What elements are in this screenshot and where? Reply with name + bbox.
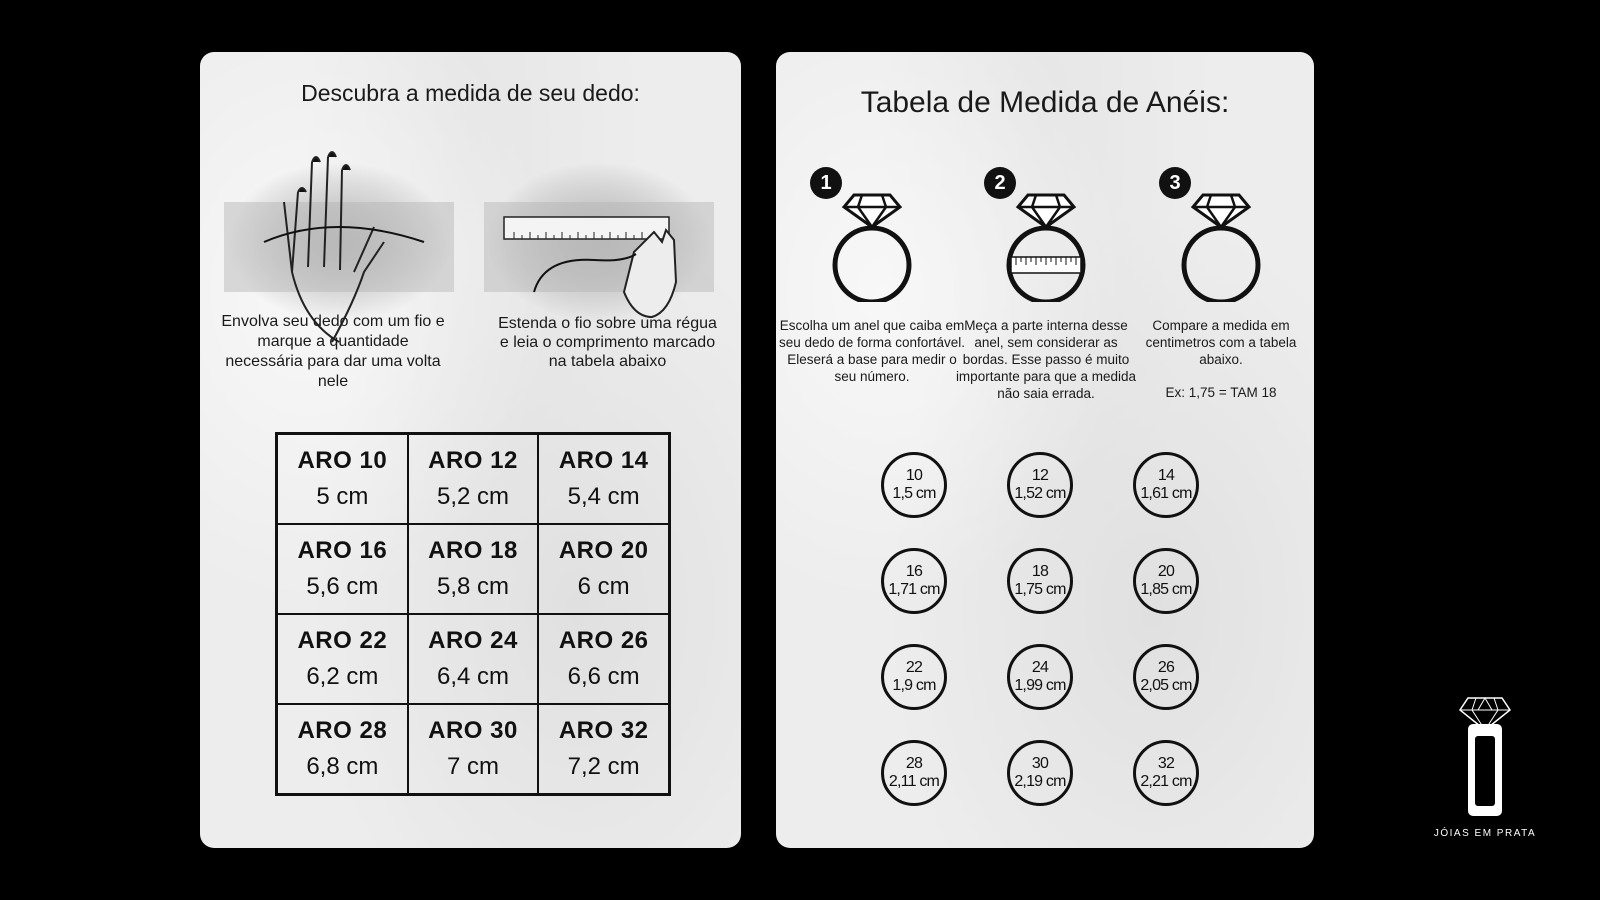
aro-label: ARO 26 xyxy=(558,627,649,654)
aro-value: 7 cm xyxy=(446,753,499,780)
size-diameter: 1,9 cm xyxy=(892,677,936,694)
size-number: 20 xyxy=(1157,563,1175,580)
aro-cell xyxy=(538,434,669,524)
aro-label: ARO 28 xyxy=(297,717,388,744)
step-text: Meça a parte interna desse anel, sem considerar as bordas. Esse passo é muito importante para que a medida não saia errada. xyxy=(955,318,1137,401)
aro-cell xyxy=(277,524,408,614)
aro-label: ARO 24 xyxy=(428,627,518,654)
aro-label: ARO 22 xyxy=(297,627,388,654)
size-number: 22 xyxy=(905,659,923,676)
size-diameter: 1,99 cm xyxy=(1014,677,1066,694)
ring-size-table-card xyxy=(776,52,1314,848)
size-circle xyxy=(1007,740,1073,806)
size-number: 30 xyxy=(1031,755,1049,772)
size-circle xyxy=(1007,548,1073,614)
aro-cell xyxy=(408,704,539,794)
step-number-badge: 2 xyxy=(984,167,1016,199)
aro-value: 6,6 cm xyxy=(567,663,640,690)
size-diameter: 1,85 cm xyxy=(1140,581,1192,598)
step-example: Ex: 1,75 = TAM 18 xyxy=(1165,385,1277,400)
aro-cell xyxy=(408,614,539,704)
size-circle xyxy=(1007,644,1073,710)
ring-table-title: Tabela de Medida de Anéis: xyxy=(860,86,1230,119)
ring-with-ruler-icon xyxy=(996,177,1096,302)
size-diameter: 1,5 cm xyxy=(892,485,936,502)
size-number: 26 xyxy=(1157,659,1175,676)
size-number: 12 xyxy=(1031,467,1049,484)
size-number: 32 xyxy=(1157,755,1175,772)
step-text: Compare a medida em centimetros com a tabela abaixo. xyxy=(1145,318,1297,367)
brand-logo xyxy=(1410,690,1560,840)
size-circle xyxy=(881,548,947,614)
size-number: 14 xyxy=(1157,467,1175,484)
size-number: 10 xyxy=(905,467,923,484)
size-diameter: 1,71 cm xyxy=(888,581,940,598)
brand-name: JÓIAS EM PRATA xyxy=(1433,828,1537,839)
aro-value: 6,4 cm xyxy=(436,663,509,690)
size-number: 18 xyxy=(1031,563,1049,580)
aro-cell xyxy=(277,704,408,794)
aro-value: 7,2 cm xyxy=(567,753,640,780)
aro-cell xyxy=(277,434,408,524)
size-number: 24 xyxy=(1031,659,1049,676)
aro-value: 5,4 cm xyxy=(567,483,640,510)
step-2 xyxy=(956,167,1136,407)
diamond-ring-logo-icon xyxy=(1454,690,1516,820)
aro-value: 5,8 cm xyxy=(436,573,509,600)
aro-value: 5 cm xyxy=(316,483,369,510)
step-text: Escolha um anel que caiba em seu dedo de forma confortável. Eleserá a base para medir o seu número. xyxy=(778,318,966,384)
aro-cell xyxy=(408,434,539,524)
size-diameter: 2,21 cm xyxy=(1140,773,1192,790)
step-description xyxy=(1125,317,1317,401)
aro-label: ARO 30 xyxy=(428,717,518,744)
size-circle xyxy=(1007,452,1073,518)
step-3 xyxy=(1131,167,1311,407)
ring-size-guide-card xyxy=(200,52,741,848)
aro-label: ARO 10 xyxy=(297,447,388,474)
finger-measure-title: Descubra a medida de seu dedo: xyxy=(301,80,640,106)
size-number: 16 xyxy=(905,563,923,580)
size-diameter: 2,11 cm xyxy=(888,773,940,790)
step-description xyxy=(776,317,968,385)
aro-size-table xyxy=(275,432,671,796)
diamond-ring-icon xyxy=(822,177,922,302)
aro-cell xyxy=(408,524,539,614)
size-circle xyxy=(1133,740,1199,806)
aro-label: ARO 32 xyxy=(558,717,649,744)
size-circle xyxy=(881,644,947,710)
step-number-badge: 1 xyxy=(810,167,842,199)
step-description xyxy=(950,317,1142,402)
size-circle xyxy=(1133,548,1199,614)
aro-value: 5,6 cm xyxy=(306,573,379,600)
instruction-measure-ruler: Estenda o fio sobre uma régua e leia o comprimento marcado na tabela abaixo xyxy=(498,315,717,370)
size-diameter: 1,52 cm xyxy=(1014,485,1066,502)
size-circle xyxy=(1133,644,1199,710)
size-diameter: 1,75 cm xyxy=(1014,581,1066,598)
aro-value: 5,2 cm xyxy=(436,483,509,510)
aro-value: 6,8 cm xyxy=(306,753,379,780)
size-diameter: 2,19 cm xyxy=(1014,773,1066,790)
size-circle xyxy=(881,740,947,806)
aro-label: ARO 18 xyxy=(428,537,518,564)
step-1 xyxy=(778,167,966,407)
aro-value: 6,2 cm xyxy=(306,663,379,690)
diamond-ring-icon xyxy=(1171,177,1271,302)
aro-cell xyxy=(277,614,408,704)
aro-label: ARO 14 xyxy=(558,447,649,474)
aro-label: ARO 20 xyxy=(558,537,649,564)
aro-label: ARO 12 xyxy=(428,447,518,474)
aro-cell xyxy=(538,704,669,794)
aro-cell xyxy=(538,614,669,704)
aro-label: ARO 16 xyxy=(297,537,388,564)
size-diameter: 2,05 cm xyxy=(1140,677,1192,694)
step-number-badge: 3 xyxy=(1159,167,1191,199)
size-circle xyxy=(881,452,947,518)
instruction-wrap-thread: Envolva seu dedo com um fio e marque a quantidade necessária para dar uma volta nele xyxy=(221,313,445,390)
size-diameter: 1,61 cm xyxy=(1140,485,1192,502)
aro-cell xyxy=(538,524,669,614)
size-number: 28 xyxy=(905,755,923,772)
aro-value: 6 cm xyxy=(577,573,630,600)
size-circle xyxy=(1133,452,1199,518)
